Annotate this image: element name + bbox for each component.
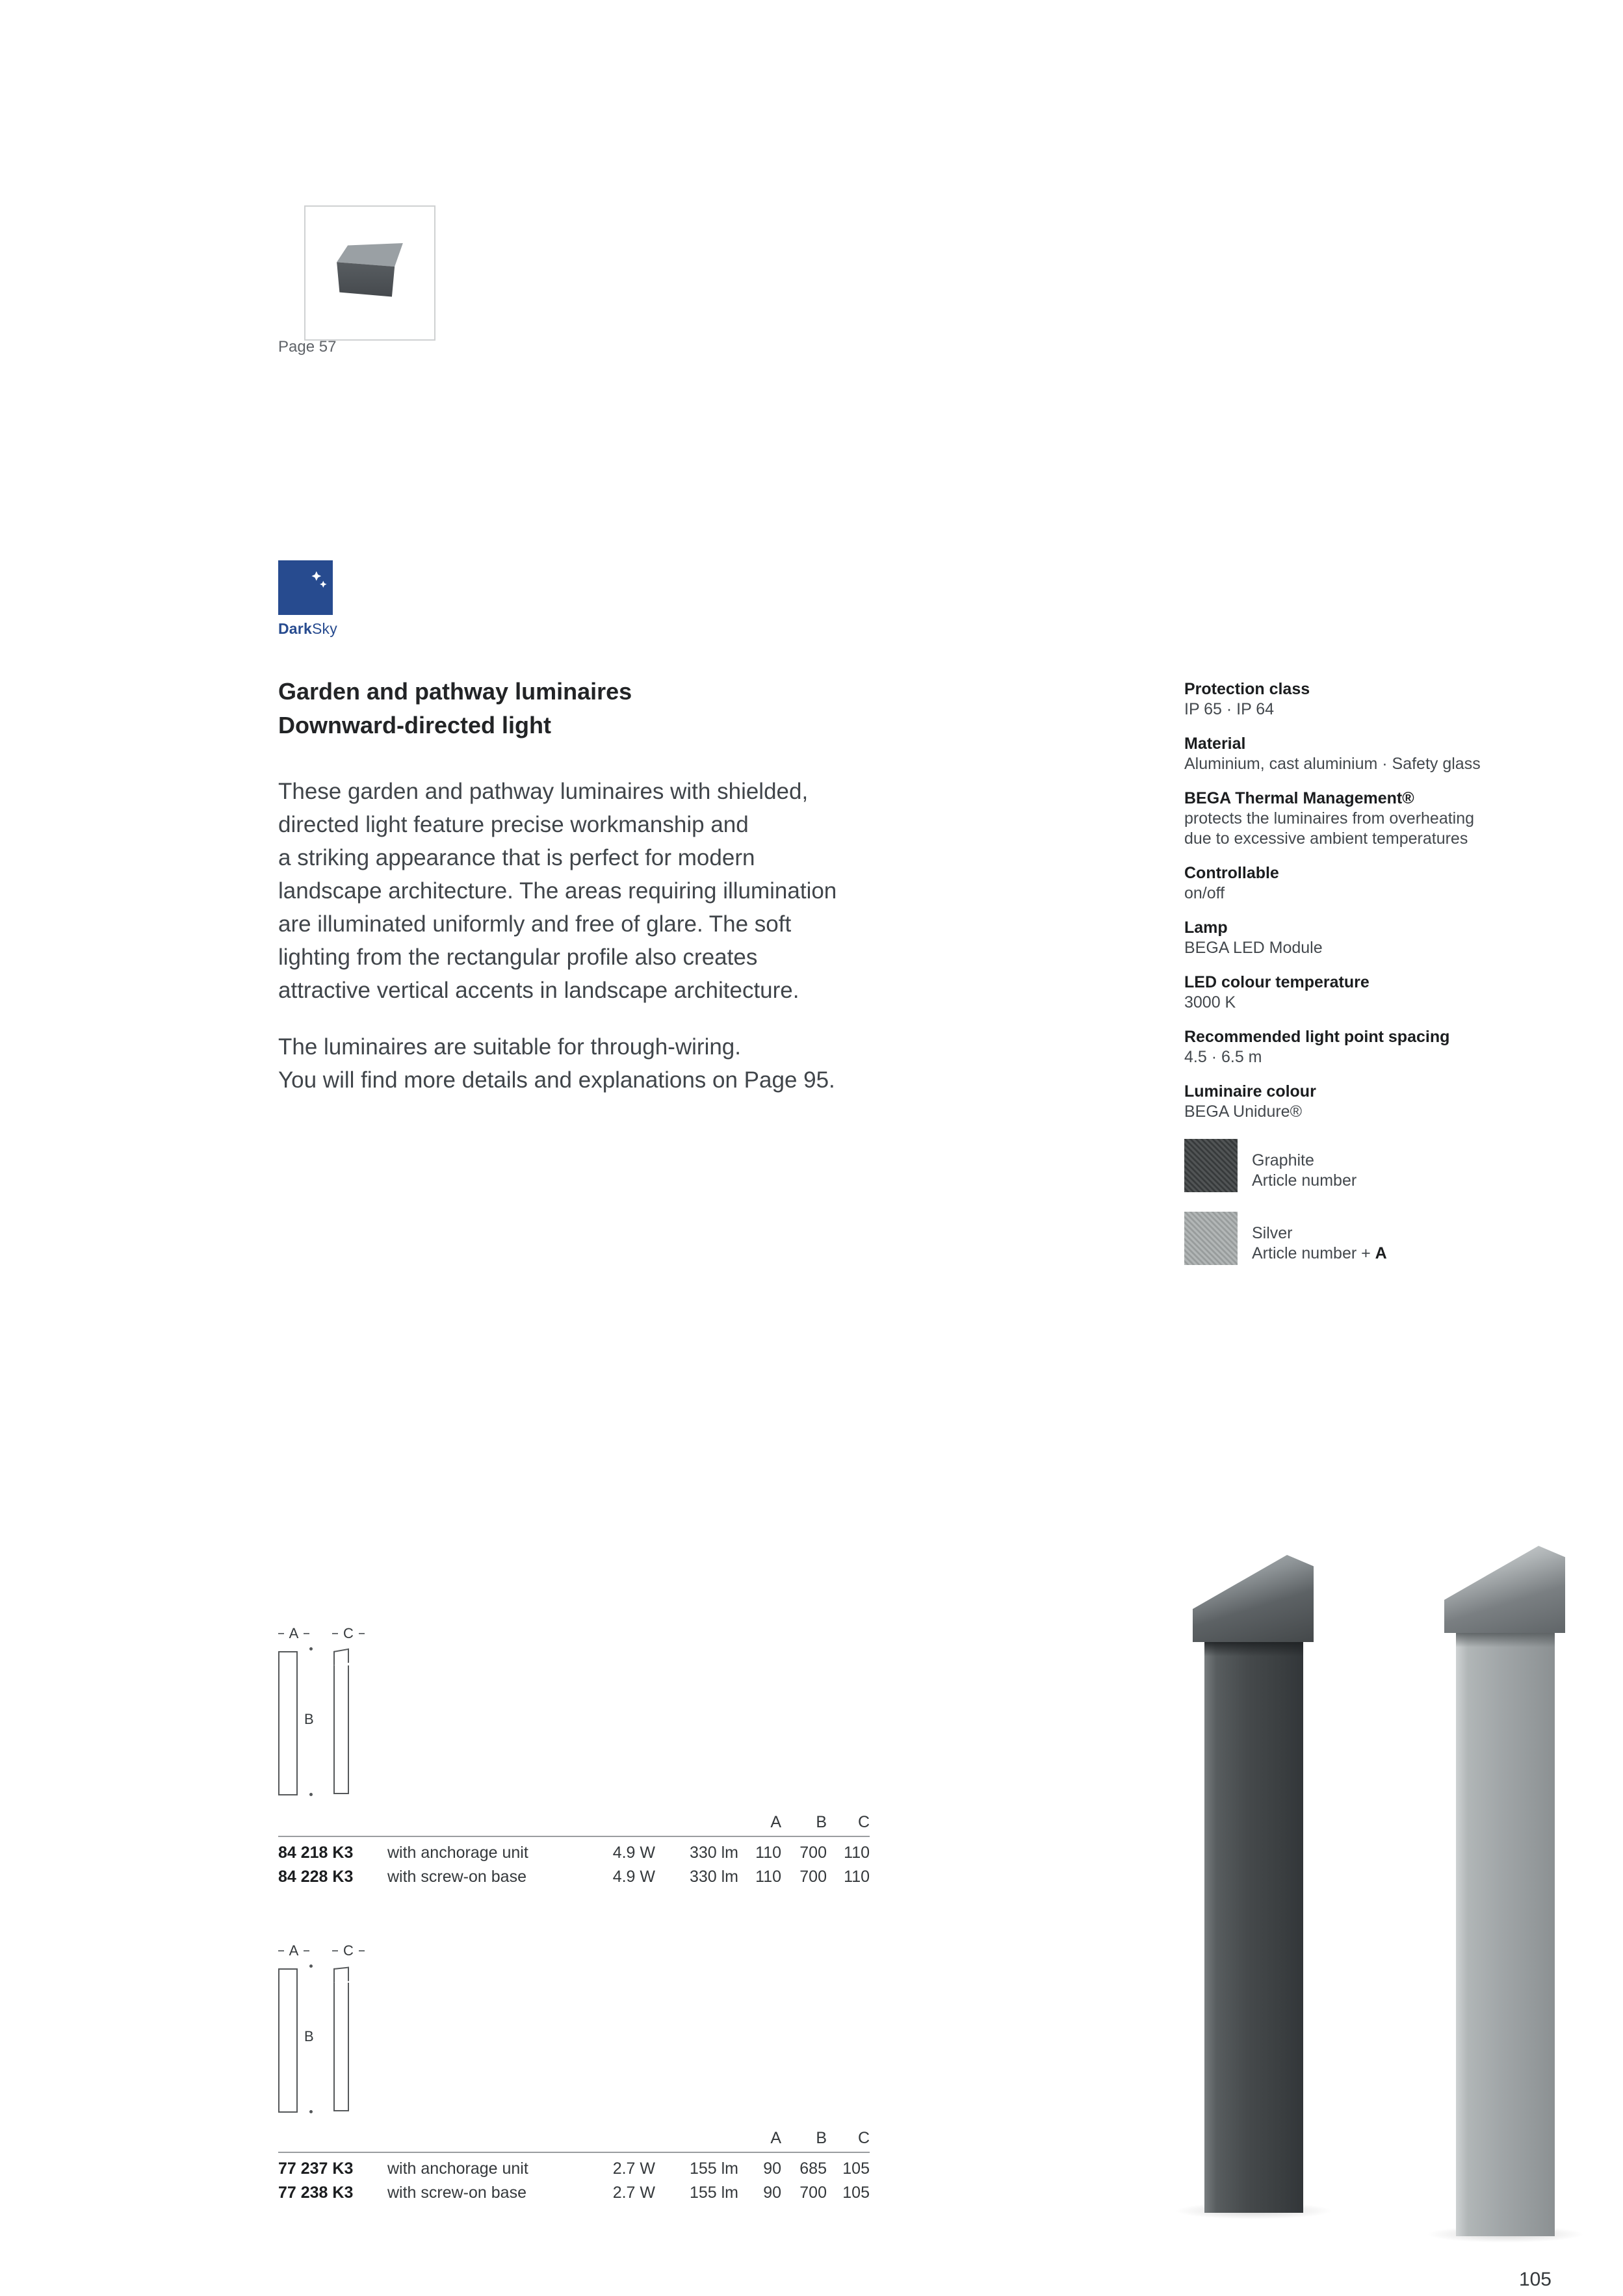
bollard-front-outline — [278, 1651, 298, 1795]
dimension-diagram-1 — [278, 1625, 421, 1820]
article-table-1 — [278, 1807, 870, 1889]
dim-c-value: 105 — [842, 2184, 870, 2202]
darksky-label: DarkSky — [278, 620, 337, 637]
intro-paragraph-1: These garden and pathway luminaires with shielded, directed light feature precise workmanship and a striking appearance that is perfect for modern landscape architecture. The areas requiring illumination are illuminated uniformly and free of glare. The soft lighting from the rectangular profile also creates attractive vertical accents in landscape architecture. — [278, 779, 837, 1003]
wattage: 4.9 W — [612, 1844, 655, 1862]
article-description: with screw-on base — [387, 2184, 526, 2202]
dim-a-value: 90 — [763, 2184, 781, 2202]
related-product-thumbnail — [304, 205, 435, 341]
lumen: 330 lm — [689, 1844, 738, 1862]
dimension-label-c: C — [318, 1942, 378, 1959]
dim-c-value: 110 — [844, 1868, 870, 1886]
spec-value: IP 65 · IP 64 — [1184, 700, 1275, 718]
table-header — [278, 1807, 870, 1836]
bollard-photo-graphite — [1193, 1555, 1314, 2213]
col-header-b: B — [816, 2129, 827, 2147]
spec-value: BEGA LED Module — [1184, 939, 1323, 957]
dimension-label-c: C — [318, 1625, 378, 1642]
article-table-2 — [278, 2123, 870, 2205]
dim-a-value: 110 — [755, 1868, 781, 1886]
spec-value: on/off — [1184, 884, 1225, 902]
lumen: 155 lm — [689, 2184, 738, 2202]
article-number: 77 237 K3 — [278, 2159, 354, 2178]
dim-b-value: 700 — [799, 1844, 827, 1862]
spec-label: Lamp — [1184, 919, 1228, 937]
spec-label: Controllable — [1184, 864, 1279, 882]
colour-name: Graphite — [1252, 1151, 1314, 1169]
article-description: with anchorage unit — [387, 1844, 528, 1862]
col-header-a: A — [770, 1813, 781, 1831]
spec-label: Material — [1184, 735, 1246, 753]
page-number: 105 — [1518, 2269, 1552, 2290]
spec-protection-class — [1184, 679, 1548, 720]
dimension-label-b: B — [304, 2028, 314, 2044]
lumen: 155 lm — [689, 2159, 738, 2178]
spec-label: Protection class — [1184, 680, 1310, 698]
darksky-badge — [278, 560, 356, 638]
page-title-line1: Garden and pathway luminaires — [278, 678, 632, 705]
colour-option-silver — [1184, 1212, 1548, 1265]
page-title-line2: Downward-directed light — [278, 712, 552, 738]
darksky-logo-icon — [278, 560, 333, 615]
dim-b-value: 700 — [799, 2184, 827, 2202]
bollard-photo-silver — [1444, 1546, 1565, 2236]
wattage: 2.7 W — [612, 2159, 655, 2178]
bollard-post — [1204, 1641, 1303, 2213]
thumbnail-caption: Page 57 — [278, 338, 337, 356]
bollard-light-aperture — [1204, 1641, 1303, 1656]
spec-material — [1184, 734, 1548, 774]
dim-a-value: 110 — [755, 1844, 781, 1862]
bollard-light-aperture — [1456, 1632, 1555, 1647]
table-rows — [278, 1836, 870, 1889]
spec-luminaire-colour — [1184, 1082, 1548, 1122]
spec-label: BEGA Thermal Management® — [1184, 789, 1414, 807]
colour-name: Silver — [1252, 1224, 1293, 1242]
spec-value: 4.5 · 6.5 m — [1184, 1048, 1262, 1066]
spec-label: LED colour temperature — [1184, 973, 1370, 991]
col-header-b: B — [816, 1813, 827, 1831]
spec-value: Aluminium, cast aluminium · Safety glass — [1184, 755, 1481, 773]
article-description: with screw-on base — [387, 1868, 526, 1886]
spec-thermal-management — [1184, 789, 1548, 849]
spec-lamp — [1184, 918, 1548, 958]
colour-text — [1252, 1151, 1357, 1192]
wattage: 2.7 W — [612, 2184, 655, 2202]
silver-swatch — [1184, 1212, 1238, 1265]
col-header-c: C — [857, 1813, 870, 1831]
dimension-tick — [309, 1647, 313, 1650]
dim-c-value: 110 — [844, 1844, 870, 1862]
article-description: with anchorage unit — [387, 2159, 528, 2178]
colour-text — [1252, 1223, 1387, 1265]
intro-paragraph-2: The luminaires are suitable for through-wiring. You will find more details and explanations on Page 95. — [278, 1034, 835, 1093]
spec-value: 3000 K — [1184, 993, 1236, 1011]
dim-b-value: 700 — [799, 1868, 827, 1886]
bollard-side-head — [333, 1649, 349, 1665]
dimension-label-b: B — [304, 1711, 314, 1727]
spec-label: Recommended light point spacing — [1184, 1028, 1450, 1046]
dimension-label-a: A — [264, 1625, 324, 1642]
dimension-tick — [309, 2110, 313, 2113]
dimension-tick — [309, 1964, 313, 1968]
colour-option-graphite — [1184, 1139, 1548, 1192]
spec-led-colour-temperature — [1184, 972, 1548, 1013]
spec-controllable — [1184, 863, 1548, 904]
bollard-post — [1456, 1632, 1555, 2236]
table-row — [278, 1841, 870, 1865]
bollard-side-outline — [333, 1968, 349, 2110]
spec-column — [1184, 679, 1548, 1136]
col-header-a: A — [770, 2129, 781, 2147]
dim-a-value: 90 — [763, 2159, 781, 2178]
page-title — [278, 675, 632, 742]
colour-options — [1184, 1139, 1548, 1285]
spec-value: BEGA Unidure® — [1184, 1102, 1303, 1121]
wall-luminaire-image — [335, 243, 404, 299]
table-header — [278, 2123, 870, 2152]
bollard-side-body — [333, 1665, 349, 1794]
table-rows — [278, 2152, 870, 2205]
wattage: 4.9 W — [612, 1868, 655, 1886]
lumen: 330 lm — [689, 1868, 738, 1886]
bollard-head — [1444, 1546, 1565, 1633]
bollard-head — [1193, 1555, 1314, 1642]
table-row — [278, 2181, 870, 2205]
dimension-label-a: A — [264, 1942, 324, 1959]
article-number: 77 238 K3 — [278, 2184, 354, 2202]
dim-c-value: 105 — [842, 2159, 870, 2178]
bollard-side-body — [333, 1983, 349, 2111]
bollard-front-outline — [278, 1968, 298, 2113]
article-number: 84 228 K3 — [278, 1868, 354, 1886]
dimension-tick — [309, 1793, 313, 1796]
dimension-diagram-2 — [278, 1942, 421, 2137]
bollard-side-outline — [333, 1651, 349, 1793]
spec-value: protects the luminaires from overheating due to excessive ambient temperatures — [1184, 809, 1475, 848]
colour-note: Article number + A — [1252, 1244, 1387, 1262]
table-row — [278, 1865, 870, 1889]
article-number: 84 218 K3 — [278, 1844, 354, 1862]
spec-light-point-spacing — [1184, 1027, 1548, 1067]
colour-note: Article number — [1252, 1171, 1357, 1190]
spec-label: Luminaire colour — [1184, 1082, 1316, 1101]
graphite-swatch — [1184, 1139, 1238, 1192]
col-header-c: C — [857, 2129, 870, 2147]
bollard-side-head — [333, 1966, 349, 1983]
dim-b-value: 685 — [799, 2159, 827, 2178]
table-row — [278, 2157, 870, 2181]
